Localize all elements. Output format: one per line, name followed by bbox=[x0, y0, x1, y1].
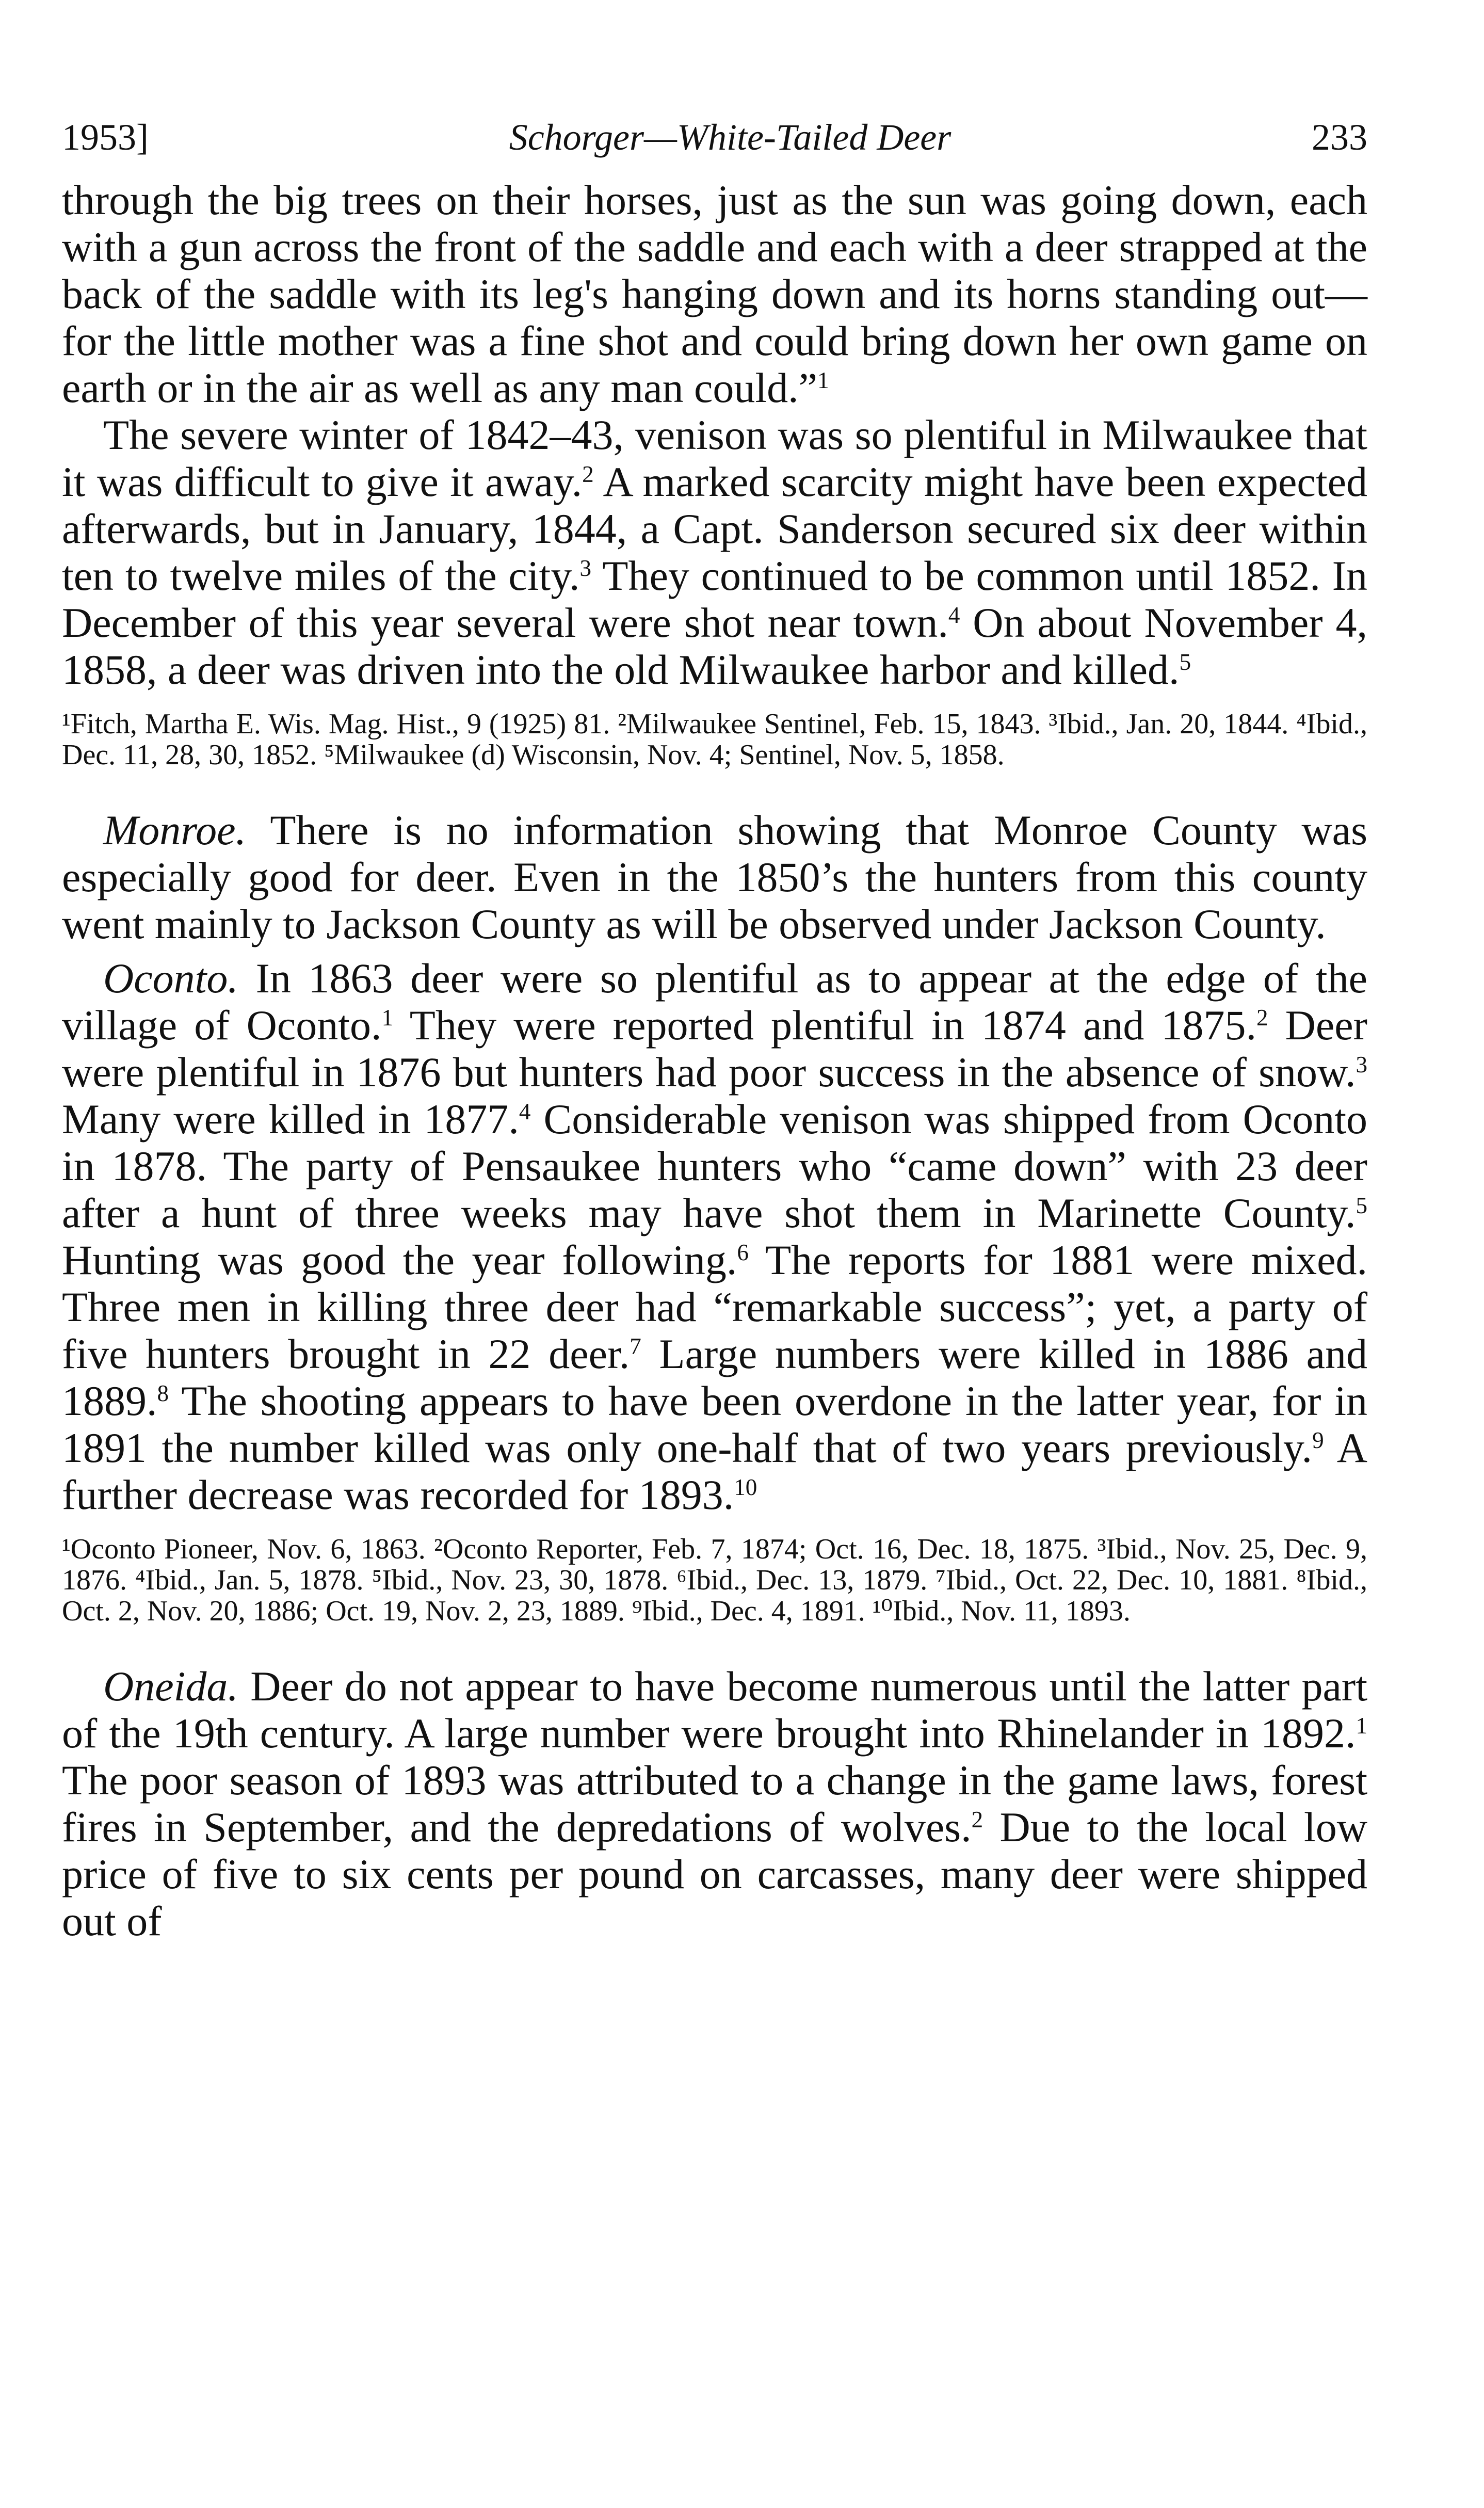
text-run: Large numbers were killed in 1886 and 1889. bbox=[62, 1330, 1367, 1424]
paragraph-monroe bbox=[62, 807, 1367, 947]
paragraph-oneida bbox=[62, 1663, 1367, 1944]
text-run: Hunting was good the year following. bbox=[62, 1236, 737, 1283]
footnote-ref: 7 bbox=[630, 1333, 641, 1359]
text-run: In 1863 deer were so plentiful as to appear at the edge of the village of Oconto. bbox=[62, 955, 1367, 1049]
text-run: Many were killed in 1877. bbox=[62, 1096, 519, 1143]
footnote-ref: 6 bbox=[737, 1239, 749, 1265]
text-run: The reports for 1881 were mixed. Three men in killing three deer had “remarkable success”; yet, a party of five hunters brought in 22 deer. bbox=[62, 1236, 1368, 1377]
text-run: On about November 4, 1858, a deer was driven into the old Milwaukee harbor and killed. bbox=[62, 599, 1367, 693]
running-title: Schorger—White-Tailed Deer bbox=[509, 117, 951, 158]
monroe-section bbox=[62, 807, 1367, 947]
text-run: Considerable venison was shipped from Oconto in 1878. The party of Pensaukee hunters who “came down” with 23 deer after a hunt of three weeks may have shot them in Marinette County. bbox=[62, 1096, 1367, 1236]
footnote-ref: 2 bbox=[1256, 1004, 1268, 1031]
footnote-ref: 1 bbox=[381, 1004, 394, 1031]
text-run: Deer do not appear to have become numerous until the latter part of the 19th century. A large number were brought into Rhinelander in 1892. bbox=[62, 1663, 1367, 1757]
county-name: Oneida. bbox=[103, 1663, 238, 1710]
footnote-ref: 4 bbox=[948, 602, 960, 628]
footnote-ref: 2 bbox=[582, 461, 594, 487]
oneida-section bbox=[62, 1663, 1367, 1944]
text-run: There is no information showing that Monroe County was especially good for deer. Even in the 1850’s the hunters from this county went mainly to Jackson County as will be observed under Jackson County. bbox=[62, 807, 1367, 947]
text-run: The shooting appears to have been overdone in the latter year, for in 1891 the number killed was only one-half that of two years previously. bbox=[62, 1377, 1367, 1471]
footnote-ref: 5 bbox=[1356, 1192, 1367, 1218]
footnote-ref: 9 bbox=[1312, 1427, 1324, 1453]
footnotes-milwaukee: ¹Fitch, Martha E. Wis. Mag. Hist., 9 (1925) 81. ²Milwaukee Sentinel, Feb. 15, 1843. ³Ibid., Jan. 20, 1844. ⁴Ibid., Dec. 11, 28, 30, 1852. ⁵Milwaukee (d) Wisconsin, Nov. 4; Sentinel, Nov. 5, 1858. bbox=[62, 708, 1367, 771]
text-run: Deer were plentiful in 1876 but hunters had poor success in the absence of snow. bbox=[62, 1002, 1367, 1096]
footnotes-oconto: ¹Oconto Pioneer, Nov. 6, 1863. ²Oconto Reporter, Feb. 7, 1874; Oct. 16, Dec. 18, 1875. ³Ibid., Nov. 25, Dec. 9, 1876. ⁴Ibid., Jan. 5, 1878. ⁵Ibid., Nov. 23, 30, 1878. ⁶Ibid., Dec. 13, 1879. ⁷Ibid., Oct. 22, Dec. 10, 1881. ⁸Ibid., Oct. 2, Nov. 20, 1886; Oct. 19, Nov. 2, 23, 1889. ⁹Ibid., Dec. 4, 1891. ¹⁰Ibid., Nov. 11, 1893. bbox=[62, 1533, 1367, 1627]
milwaukee-section bbox=[62, 176, 1367, 693]
oconto-section bbox=[62, 955, 1367, 1518]
paragraph-milwaukee bbox=[62, 411, 1367, 693]
footnote-ref: 2 bbox=[971, 1806, 983, 1832]
page-number: 233 bbox=[1312, 117, 1367, 158]
county-name: Oconto. bbox=[103, 955, 238, 1002]
paragraph-oconto bbox=[62, 955, 1367, 1518]
paragraph-continuation bbox=[62, 176, 1367, 411]
page bbox=[62, 119, 1367, 1944]
footnote-ref: 1 bbox=[1356, 1712, 1367, 1739]
footnote-ref: 1 bbox=[817, 367, 829, 393]
text-run: The poor season of 1893 was attributed to a change in the game laws, forest fires in September, and the depredations of wolves. bbox=[62, 1757, 1367, 1851]
footnote-ref: 5 bbox=[1179, 649, 1191, 675]
text-run: They were reported plentiful in 1874 and 1875. bbox=[393, 1002, 1257, 1049]
county-name: Monroe. bbox=[103, 807, 247, 854]
text-run: The severe winter of 1842–43, venison was so plentiful in Milwaukee that it was difficult to give it away. bbox=[62, 411, 1367, 505]
running-head bbox=[62, 119, 1367, 156]
text-run: A further decrease was recorded for 1893. bbox=[62, 1424, 1367, 1518]
text-run: Due to the local low price of five to six cents per pound on carcasses, many deer were shipped out of bbox=[62, 1804, 1367, 1944]
footnote-ref: 8 bbox=[157, 1380, 169, 1406]
text-run: They continued to be common until 1852. In December of this year several were shot near town. bbox=[62, 552, 1367, 646]
footnote-ref: 4 bbox=[519, 1098, 531, 1124]
footnote-ref: 3 bbox=[1356, 1051, 1367, 1078]
journal-year: 1953] bbox=[62, 117, 149, 158]
footnote-ref: 3 bbox=[579, 555, 592, 581]
text-run: A marked scarcity might have been expected afterwards, but in January, 1844, a Capt. Sanderson secured six deer within ten to twelve miles of the city. bbox=[62, 458, 1367, 599]
continuation-text: through the big trees on their horses, just as the sun was going down, each with a gun across the front of the saddle and each with a deer strapped at the back of the saddle with its leg's hanging down and its horns standing out—for the little mother was a fine shot and could bring down her own game on earth or in the air as well as any man could.” bbox=[62, 176, 1367, 411]
footnote-ref: 10 bbox=[734, 1474, 757, 1500]
